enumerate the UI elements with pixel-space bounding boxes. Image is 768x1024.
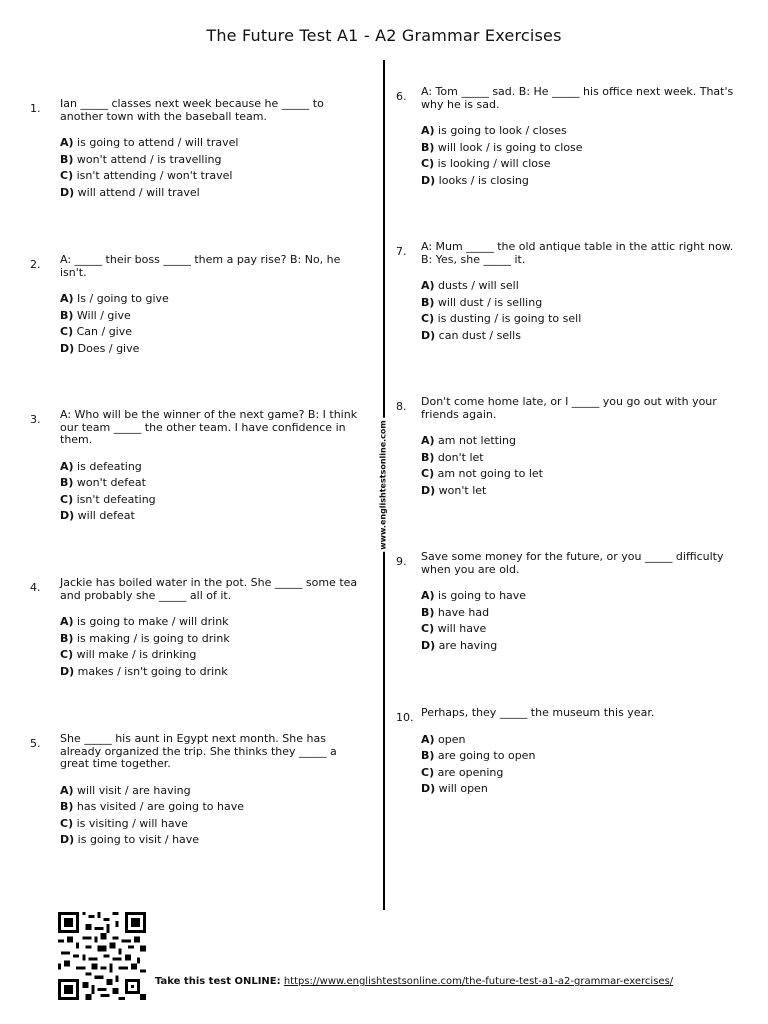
option-text: is making / is going to drink [76, 631, 230, 645]
option-text: Does / give [77, 341, 140, 355]
question-3 [30, 409, 360, 525]
option-b[interactable] [421, 450, 746, 467]
option-letter: C) [421, 765, 435, 779]
option-text: will attend / will travel [77, 185, 200, 199]
question-number: 4. [30, 581, 41, 594]
option-text: am not going to let [437, 467, 543, 480]
option-letter: C) [60, 648, 74, 661]
question-6 [396, 86, 746, 189]
vertical-url-text: www.englishtestsonline.com [378, 420, 388, 550]
option-b[interactable] [60, 308, 360, 325]
option-text: will look / is going to close [437, 140, 583, 154]
option-letter: D) [421, 483, 436, 497]
options-list [60, 614, 360, 680]
footer [58, 912, 748, 1002]
option-text: will make / is drinking [76, 648, 197, 661]
option-letter: B) [421, 140, 435, 154]
option-d[interactable] [60, 508, 360, 525]
option-letter: D) [60, 833, 75, 846]
question-8 [396, 396, 746, 499]
option-text: is visiting / will have [76, 816, 188, 830]
option-text: will visit / are having [77, 783, 191, 797]
option-text: isn't attending / won't travel [76, 169, 233, 182]
option-text: isn't defeating [76, 492, 156, 506]
options-list [60, 459, 360, 525]
option-b[interactable] [421, 295, 746, 312]
option-a[interactable] [421, 123, 746, 140]
options-list [421, 278, 746, 344]
option-c[interactable] [421, 621, 746, 638]
question-text: Save some money for the future, or you _____ difficulty when you are old. [421, 550, 724, 576]
option-text: makes / isn't going to drink [77, 664, 228, 678]
option-text: is going to look / closes [438, 124, 567, 137]
option-text: have had [437, 605, 490, 619]
option-text: is dusting / is going to sell [437, 312, 582, 325]
options-list [421, 588, 746, 654]
option-a[interactable] [421, 732, 746, 749]
footer-online-text [155, 976, 673, 987]
option-c[interactable] [60, 168, 360, 185]
option-c[interactable] [421, 466, 746, 483]
option-letter: D) [421, 328, 436, 342]
option-c[interactable] [60, 647, 360, 664]
options-list [60, 783, 360, 849]
option-c[interactable] [60, 816, 360, 833]
question-number: 10. [396, 711, 414, 724]
option-d[interactable] [60, 832, 360, 849]
option-a[interactable] [60, 614, 360, 631]
question-text: A: Mum _____ the old antique table in the attic right now. B: Yes, she _____ it. [421, 240, 734, 266]
option-c[interactable] [60, 324, 360, 341]
option-a[interactable] [60, 135, 360, 152]
option-letter: A) [60, 783, 74, 797]
question-5 [30, 733, 360, 849]
option-a[interactable] [60, 783, 360, 800]
option-b[interactable] [421, 140, 746, 157]
question-1 [30, 98, 360, 201]
option-text: will defeat [77, 509, 135, 522]
option-d[interactable] [421, 638, 746, 655]
option-text: is looking / will close [437, 157, 551, 170]
option-text: don't let [437, 450, 484, 464]
option-c[interactable] [421, 765, 746, 782]
question-7 [396, 241, 746, 344]
question-number: 1. [30, 102, 41, 115]
option-text: dusts / will sell [438, 279, 519, 292]
option-d[interactable] [421, 328, 746, 345]
option-letter: B) [421, 295, 435, 309]
options-list [60, 135, 360, 201]
option-text: are opening [437, 765, 504, 779]
option-text: Will / give [76, 308, 131, 322]
option-text: will open [438, 782, 488, 795]
option-text: is going to make / will drink [77, 615, 229, 628]
option-text: Is / going to give [77, 292, 169, 305]
option-letter: B) [421, 450, 435, 464]
option-text: is going to attend / will travel [77, 136, 239, 149]
question-text: She _____ his aunt in Egypt next month. She has already organized the trip. She thinks they _____ a great time together. [60, 732, 337, 770]
option-letter: B) [421, 605, 435, 619]
option-text: are having [438, 638, 498, 652]
option-text: won't attend / is travelling [76, 152, 222, 166]
question-text: A: Tom _____ sad. B: He _____ his office next week. That's why he is sad. [421, 85, 734, 111]
question-number: 2. [30, 258, 41, 271]
option-letter: A) [421, 434, 435, 447]
option-text: am not letting [438, 434, 516, 447]
option-a[interactable] [421, 278, 746, 295]
qr-code-icon[interactable] [58, 912, 146, 1000]
question-text: Jackie has boiled water in the pot. She _____ some tea and probably she _____ all of it. [60, 576, 358, 602]
option-a[interactable] [60, 459, 360, 476]
option-letter: B) [60, 631, 74, 645]
question-10 [396, 707, 746, 798]
option-text: Can / give [76, 325, 133, 338]
option-letter: A) [60, 136, 74, 149]
option-d[interactable] [60, 664, 360, 681]
option-text: are going to open [437, 749, 536, 762]
option-letter: C) [60, 816, 74, 830]
question-text: Perhaps, they _____ the museum this year. [421, 706, 655, 719]
question-text: A: _____ their boss _____ them a pay rise? B: No, he isn't. [60, 253, 341, 279]
option-text: won't let [438, 483, 487, 497]
option-text: won't defeat [76, 476, 146, 489]
option-a[interactable] [60, 291, 360, 308]
option-letter: A) [60, 615, 74, 628]
option-b[interactable] [421, 605, 746, 622]
test-online-link[interactable]: https://www.englishtestsonline.com/the-future-test-a1-a2-grammar-exercises/ [283, 976, 674, 987]
option-text: will dust / is selling [437, 295, 543, 309]
question-number: 5. [30, 737, 41, 750]
option-b[interactable] [60, 475, 360, 492]
option-letter: C) [421, 467, 435, 480]
option-letter: C) [60, 169, 74, 182]
option-d[interactable] [421, 173, 746, 190]
page-title: The Future Test A1 - A2 Grammar Exercises [206, 26, 562, 45]
option-letter: D) [60, 509, 75, 522]
option-text: will have [437, 622, 487, 635]
question-text: A: Who will be the winner of the next game? B: I think our team _____ the other team. I have confidence in them. [60, 408, 358, 446]
option-c[interactable] [60, 492, 360, 509]
question-2 [30, 254, 360, 357]
question-number: 3. [30, 413, 41, 426]
option-b[interactable] [421, 748, 746, 765]
option-b[interactable] [60, 799, 360, 816]
option-letter: A) [60, 292, 74, 305]
option-letter: A) [421, 732, 435, 746]
take-test-label: Take this test ONLINE: [155, 976, 281, 987]
options-list [421, 123, 746, 189]
option-b[interactable] [60, 631, 360, 648]
option-letter: D) [421, 782, 436, 795]
option-c[interactable] [421, 156, 746, 173]
option-letter: D) [421, 638, 436, 652]
question-number: 8. [396, 400, 407, 413]
option-letter: A) [60, 459, 74, 473]
option-text: can dust / sells [438, 328, 521, 342]
option-letter: D) [60, 341, 75, 355]
option-letter: C) [60, 325, 74, 338]
option-a[interactable] [421, 433, 746, 450]
options-list [421, 732, 746, 798]
option-letter: B) [60, 800, 74, 813]
option-d[interactable] [60, 341, 360, 358]
option-text: is going to have [438, 589, 527, 602]
option-letter: B) [60, 152, 74, 166]
option-letter: A) [421, 589, 435, 602]
option-letter: B) [60, 308, 74, 322]
question-4 [30, 577, 360, 680]
option-letter: D) [60, 664, 75, 678]
option-text: open [438, 732, 466, 746]
option-letter: B) [60, 476, 74, 489]
option-a[interactable] [421, 588, 746, 605]
option-letter: A) [421, 279, 435, 292]
option-d[interactable] [60, 185, 360, 202]
option-letter: B) [421, 749, 435, 762]
option-text: has visited / are going to have [76, 800, 245, 813]
question-text: Don't come home late, or I _____ you go out with your friends again. [421, 395, 717, 421]
option-letter: C) [421, 157, 435, 170]
option-text: is defeating [77, 459, 142, 473]
question-number: 7. [396, 245, 407, 258]
option-letter: C) [60, 492, 74, 506]
option-c[interactable] [421, 311, 746, 328]
option-d[interactable] [421, 483, 746, 500]
question-text: Ian _____ classes next week because he _____ to another town with the baseball team. [60, 97, 324, 123]
option-letter: D) [60, 185, 75, 199]
option-text: looks / is closing [438, 173, 529, 187]
options-list [60, 291, 360, 357]
question-9 [396, 551, 746, 654]
option-letter: C) [421, 312, 435, 325]
option-letter: C) [421, 622, 435, 635]
option-letter: A) [421, 124, 435, 137]
options-list [421, 433, 746, 499]
question-number: 9. [396, 555, 407, 568]
option-d[interactable] [421, 781, 746, 798]
option-b[interactable] [60, 152, 360, 169]
option-text: is going to visit / have [77, 833, 200, 846]
question-number: 6. [396, 90, 407, 103]
option-letter: D) [421, 173, 436, 187]
